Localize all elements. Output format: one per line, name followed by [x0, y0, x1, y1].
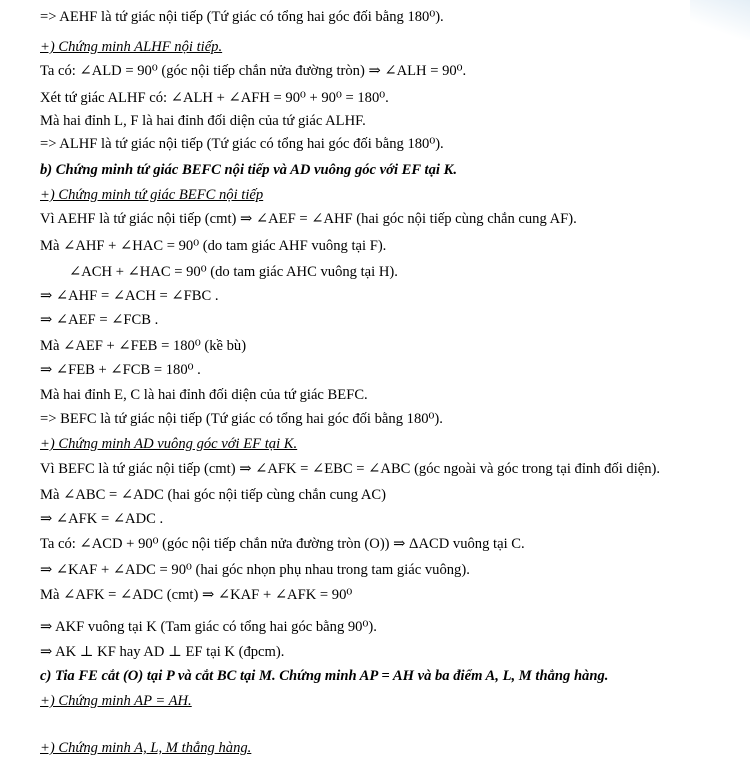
- text-line: Mà ∠AFK = ∠ADC (cmt) ⇒ ∠KAF + ∠AFK = 90⁰: [40, 587, 353, 603]
- section-heading: +) Chứng minh ALHF nội tiếp.: [40, 39, 223, 55]
- text-line: ∠ACH + ∠HAC = 90⁰ (do tam giác AHC vuông tại H).: [69, 264, 398, 280]
- text-line: Vì AEHF là tứ giác nội tiếp (cmt) ⇒ ∠AEF = ∠AHF (hai góc nội tiếp cùng chắn cung AF).: [40, 211, 577, 227]
- text-line: ⇒ ∠AFK = ∠ADC .: [40, 511, 164, 527]
- text-line: Mà hai đỉnh E, C là hai đỉnh đối diện của tứ giác BEFC.: [40, 387, 368, 403]
- section-heading: +) Chứng minh tứ giác BEFC nội tiếp: [40, 187, 264, 203]
- text-line: => BEFC là tứ giác nội tiếp (Tứ giác có tổng hai góc đối bằng 180⁰).: [40, 411, 443, 427]
- text-line: Ta có: ∠ACD + 90⁰ (góc nội tiếp chắn nửa đường tròn (O)) ⇒ ΔACD vuông tại C.: [40, 536, 525, 552]
- part-heading: b) Chứng minh tứ giác BEFC nội tiếp và AD vuông góc với EF tại K.: [40, 162, 457, 178]
- text-line: Mà ∠AHF + ∠HAC = 90⁰ (do tam giác AHF vuông tại F).: [40, 238, 387, 254]
- text-line: Ta có: ∠ALD = 90⁰ (góc nội tiếp chắn nửa đường tròn) ⇒ ∠ALH = 90⁰.: [40, 63, 467, 79]
- text-line: ⇒ ∠FEB + ∠FCB = 180⁰ .: [40, 362, 201, 378]
- text-line: => AEHF là tứ giác nội tiếp (Tứ giác có tổng hai góc đối bằng 180⁰).: [40, 9, 444, 25]
- text-line: ⇒ ∠AEF = ∠FCB .: [40, 312, 159, 328]
- text-line: ⇒ ∠AHF = ∠ACH = ∠FBC .: [40, 288, 219, 304]
- section-heading: +) Chứng minh A, L, M thẳng hàng.: [40, 740, 252, 756]
- section-heading: +) Chứng minh AP = AH.: [40, 693, 192, 709]
- text-line: Mà hai đỉnh L, F là hai đỉnh đối diện của tứ giác ALHF.: [40, 113, 366, 129]
- text-line: Mà ∠ABC = ∠ADC (hai góc nội tiếp cùng chắn cung AC): [40, 487, 386, 503]
- text-line: ⇒ AKF vuông tại K (Tam giác có tổng hai góc bằng 90⁰).: [40, 619, 377, 635]
- text-line: Xét tứ giác ALHF có: ∠ALH + ∠AFH = 90⁰ + 90⁰ = 180⁰.: [40, 90, 389, 106]
- text-line: Vì BEFC là tứ giác nội tiếp (cmt) ⇒ ∠AFK = ∠EBC = ∠ABC (góc ngoài và góc trong tại đỉnh đối diện).: [40, 461, 661, 477]
- page-corner-decoration: [690, 0, 750, 40]
- section-heading: +) Chứng minh AD vuông góc với EF tại K.: [40, 436, 298, 452]
- text-line: Mà ∠AEF + ∠FEB = 180⁰ (kề bù): [40, 338, 247, 354]
- text-line: => ALHF là tứ giác nội tiếp (Tứ giác có tổng hai góc đối bằng 180⁰).: [40, 136, 444, 152]
- text-line: ⇒ ∠KAF + ∠ADC = 90⁰ (hai góc nhọn phụ nhau trong tam giác vuông).: [40, 562, 470, 578]
- part-heading: c) Tia FE cắt (O) tại P và cắt BC tại M. Chứng minh AP = AH và ba điểm A, L, M thẳng hàng.: [40, 668, 609, 684]
- text-line: ⇒ AK ⊥ KF hay AD ⊥ EF tại K (đpcm).: [40, 644, 285, 660]
